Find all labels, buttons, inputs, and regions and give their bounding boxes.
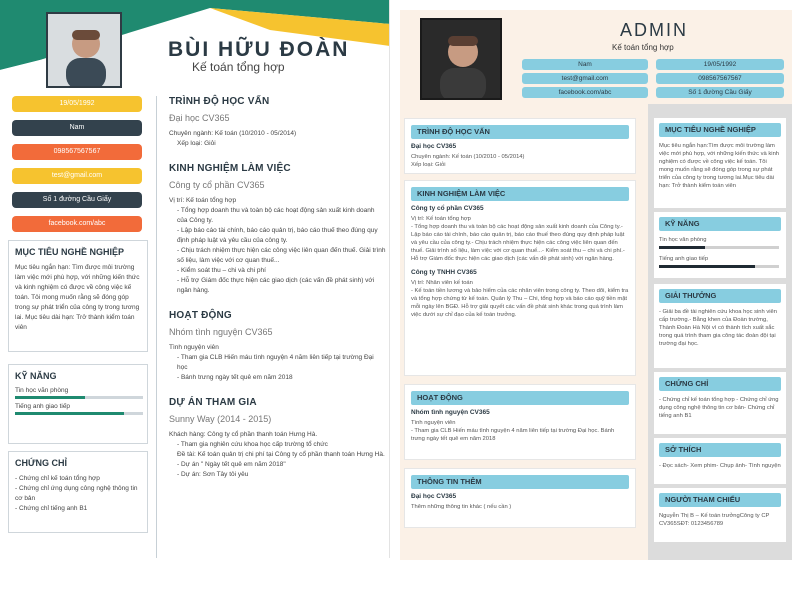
activity-line: - Tham gia CLB Hiến máu tình nguyện 4 năm liên tiếp tại trường Đại học. Bánh trưng ngày tết quê em năm 2018 xyxy=(411,428,615,442)
activity-line: - Tham gia CLB Hiến máu tình nguyện 4 năm liên tiếp tại trường Đại học xyxy=(177,354,374,371)
email-pill: test@gmail.com xyxy=(12,168,142,184)
education-line: Xếp loại: Giỏi xyxy=(177,140,216,147)
education-line: Chuyên ngành: Kế toán (10/2010 - 05/2014) xyxy=(411,154,525,160)
activity-line: Tình nguyện viên xyxy=(169,344,219,351)
hobbies-text: - Đọc sách- Xem phim- Chụp ảnh- Tình nguyện xyxy=(659,463,781,469)
education-line: Xếp loại: Giỏi xyxy=(411,162,446,168)
cv-template-right[interactable] xyxy=(400,10,792,560)
profile-photo xyxy=(46,12,122,88)
projects-section xyxy=(169,397,386,480)
exp1-line: - Tổng hợp doanh thu và toàn bộ các hoạt động sản xuất kinh doanh của Công ty.- Lập báo cáo tài chính, báo cáo quản trị, báo cáo thuế theo đúng quy định pháp luật và yêu cầu của công ty.- Chịu trách nhiệm thực hiện các công việc liên quan đến thuế. Giải trình số liệu, làm việc với cơ quan thuế...- Kiểm soát thu – chi và chi phí.- Hỗ trợ Giám đốc thực hiện các giao dịch (các vấn đề phát sinh) với ngân hàng. xyxy=(411,224,625,262)
skill-fill xyxy=(15,396,85,399)
activities-org: Nhóm tình nguyện CV365 xyxy=(169,327,273,337)
exp2-company: Công ty TNHH CV365 xyxy=(411,269,477,276)
cert-item: - Chứng chỉ kế toán tổng hợp xyxy=(15,475,100,482)
objective-box xyxy=(8,240,148,352)
candidate-name: ADMIN xyxy=(620,20,688,40)
skill-label: Tiếng anh giao tiếp xyxy=(15,403,71,410)
experience-company: Công ty cổ phần CV365 xyxy=(169,180,265,190)
experience-section xyxy=(169,163,386,296)
more-text: Thêm những thông tin khác ( nếu cần ) xyxy=(411,504,512,510)
experience-line: - Kiểm soát thu – chi và chi phí xyxy=(177,267,266,274)
hobbies-card xyxy=(654,438,786,484)
objective-title: MỤC TIÊU NGHỀ NGHIỆP xyxy=(15,247,125,257)
gender-pill: Nam xyxy=(12,120,142,136)
more-info-card xyxy=(404,468,636,528)
candidate-title: Kế toán tổng hợp xyxy=(612,43,674,52)
project-line: Khách hàng: Công ty cổ phần thanh toán Hưng Hà. xyxy=(169,431,318,438)
left-column xyxy=(400,104,640,560)
exp2-line: Vị trí: Nhân viên kế toán xyxy=(411,280,473,286)
birthdate-pill: 19/05/1992 xyxy=(656,59,784,70)
candidate-title: Kế toán tổng hợp xyxy=(192,60,285,74)
facebook-pill: facebook.com/abc xyxy=(12,216,142,232)
experience-title: KINH NGHIỆM LÀM VIỆC xyxy=(169,163,291,174)
phone-pill: 098567567567 xyxy=(656,73,784,84)
objective-card xyxy=(654,118,786,208)
facebook-pill: facebook.com/abc xyxy=(522,87,648,98)
education-title: TRÌNH ĐỘ HỌC VẤN xyxy=(411,125,629,139)
certs-title: CHỨNG CHỈ xyxy=(659,377,781,391)
skill-label: Tin học văn phòng xyxy=(659,237,707,243)
birthdate-pill: 19/05/1992 xyxy=(12,96,142,112)
cv-template-left[interactable] xyxy=(0,0,390,558)
exp2-line: - Kế toán tiền lương và bảo hiểm của các nhân viên trong công ty. Theo dõi, kiểm tra và tổng hợp chứng từ kế toán. Quản lý Thu – Chi, tổng hợp và báo cáo quỹ tiền mặt mỗi ngày lên BGĐ. Hỗ trợ giải quyết các vấn đề phát sinh khác trong quá trình làm việc dưới sự chỉ đạo của kế toán trưởng. xyxy=(411,288,629,318)
address-pill: Số 1 đường Cầu Giấy xyxy=(12,192,142,208)
experience-card xyxy=(404,180,636,376)
awards-title: GIẢI THƯỞNG xyxy=(659,289,781,303)
project-line: - Dự án: Sơn Tây tôi yêu xyxy=(177,471,249,478)
skill-fill xyxy=(659,265,755,268)
right-column xyxy=(648,104,792,560)
phone-pill: 098567567567 xyxy=(12,144,142,160)
skills-title: KỸ NĂNG xyxy=(15,371,57,381)
objective-text: Mục tiêu ngắn hạn: Tìm được môi trường làm việc mới phù hợp, với những kiến thức và kinh nghiệm có được về công việc kế toán. Tôi mong muốn rằng sẽ đóng góp trong sự phát triển của công ty trong tương lai. Mục tiêu dài hạn: Trở thành kiểm toán viên xyxy=(15,264,140,331)
skill-item xyxy=(15,387,141,399)
address-pill: Số 1 đường Cầu Giấy xyxy=(656,87,784,98)
skill-bar xyxy=(15,396,143,399)
experience-line: - Chịu trách nhiệm thực hiện các công việc liên quan đến thuế. Giải trình số liệu, làm việc với cơ quan thuế... xyxy=(177,247,386,264)
activity-line: Tình nguyện viên xyxy=(411,420,456,426)
education-card xyxy=(404,118,636,174)
email-pill: test@gmail.com xyxy=(522,73,648,84)
projects-title: DỰ ÁN THAM GIA xyxy=(169,397,257,408)
skills-box xyxy=(8,364,148,444)
gender-pill: Nam xyxy=(522,59,648,70)
more-title: THÔNG TIN THÊM xyxy=(411,475,629,489)
skills-card xyxy=(654,212,786,278)
certs-text: - Chứng chỉ kế toán tổng hợp - Chứng chỉ ứng dụng công nghệ thông tin cơ bản- Chứng chỉ tiếng anh B1 xyxy=(659,397,779,419)
project-line: - Tham gia nghiên cứu khoa học cấp trường tổ chức xyxy=(177,441,328,448)
activities-card xyxy=(404,384,636,460)
exp1-line: Vị trí: Kế toán tổng hợp xyxy=(411,216,471,222)
certs-title: CHỨNG CHỈ xyxy=(15,458,67,468)
skill-fill xyxy=(659,246,705,249)
reference-title: NGƯỜI THAM CHIẾU xyxy=(659,493,781,507)
objective-text: Mục tiêu ngắn hạn:Tìm được môi trường làm việc mới phù hợp, với những kiến thức và kinh nghiệm có được về công việc kế toán. Tôi mong muốn rằng sẽ đóng góp trong sự phát triển của công ty trong tương lai.Mục tiêu dài hạn: Trở thành kiểm toán viên xyxy=(659,143,780,189)
experience-line: - Hỗ trợ Giám đốc thực hiện các giao dịch (các vấn đề phát sinh) với ngân hàng. xyxy=(177,277,375,294)
certs-box xyxy=(8,451,148,533)
education-section xyxy=(169,96,386,149)
skill-label: Tiếng anh giao tiếp xyxy=(659,256,709,262)
activities-title: HOẠT ĐỘNG xyxy=(169,310,232,321)
more-school: Đại học CV365 xyxy=(411,493,457,500)
activities-title: HOẠT ĐỘNG xyxy=(411,391,629,405)
project-line: Đề tài: Kế toán quản trị chi phí tại Công ty cổ phần thanh toán Hưng Hà. xyxy=(177,451,385,458)
awards-text: - Giải ba đề tài nghiên cứu khoa học sinh viên cấp trường.- Bằng khen của Đoàn trường, Thành Đoàn Hà Nội vì có thành tích xuất sắc trong quá trình tham gia công tác đoàn đội tại trường đại học. xyxy=(659,309,777,347)
skill-fill xyxy=(15,412,124,415)
cert-item: - Chứng chỉ ứng dụng công nghệ thông tin cơ bản xyxy=(15,485,138,502)
awards-card xyxy=(654,284,786,368)
education-line: Chuyên ngành: Kế toán (10/2010 - 05/2014) xyxy=(169,130,297,137)
project-line: - Dự án " Ngày tết quê em năm 2018" xyxy=(177,461,286,468)
avatar-icon xyxy=(48,14,122,88)
projects-name: Sunny Way (2014 - 2015) xyxy=(169,414,272,424)
profile-photo xyxy=(420,18,502,100)
right-column xyxy=(156,96,386,558)
reference-card xyxy=(654,488,786,542)
cert-item: - Chứng chỉ tiếng anh B1 xyxy=(15,505,88,512)
reference-text: Nguyễn Thị B – Kế toán trưởngCông ty CP CV365SĐT: 0123456789 xyxy=(659,513,770,527)
skill-bar xyxy=(15,412,143,415)
education-school: Đại học CV365 xyxy=(411,143,457,150)
activities-section xyxy=(169,310,386,383)
avatar-icon xyxy=(422,20,502,100)
skill-item xyxy=(15,403,141,415)
skills-title: KỸ NĂNG xyxy=(659,217,781,231)
objective-title: MỤC TIÊU NGHỀ NGHIỆP xyxy=(659,123,781,137)
education-school: Đại học CV365 xyxy=(169,113,230,123)
hobbies-title: SỞ THÍCH xyxy=(659,443,781,457)
education-title: TRÌNH ĐỘ HỌC VẤN xyxy=(169,96,270,107)
experience-line: - Lập báo cáo tài chính, báo cáo quản trị, báo cáo thuế theo đúng quy định pháp luật và yêu cầu của công ty. xyxy=(177,227,378,244)
skill-label: Tin học văn phòng xyxy=(15,387,69,394)
activity-line: - Bánh trưng ngày tết quê em năm 2018 xyxy=(177,374,293,381)
experience-title: KINH NGHIỆM LÀM VIỆC xyxy=(411,187,629,201)
skill-bar xyxy=(659,265,779,268)
activities-org: Nhóm tình nguyện CV365 xyxy=(411,409,490,416)
certs-card xyxy=(654,372,786,434)
experience-line: - Tổng hợp doanh thu và toàn bộ các hoạt động sản xuất kinh doanh của Công ty. xyxy=(177,207,375,224)
candidate-name: BÙI HỮU ĐOÀN xyxy=(168,38,350,61)
experience-line: Vị trí: Kế toán tổng hợp xyxy=(169,197,237,204)
exp1-company: Công ty cổ phần CV365 xyxy=(411,205,484,212)
left-column xyxy=(0,96,150,512)
skill-bar xyxy=(659,246,779,249)
